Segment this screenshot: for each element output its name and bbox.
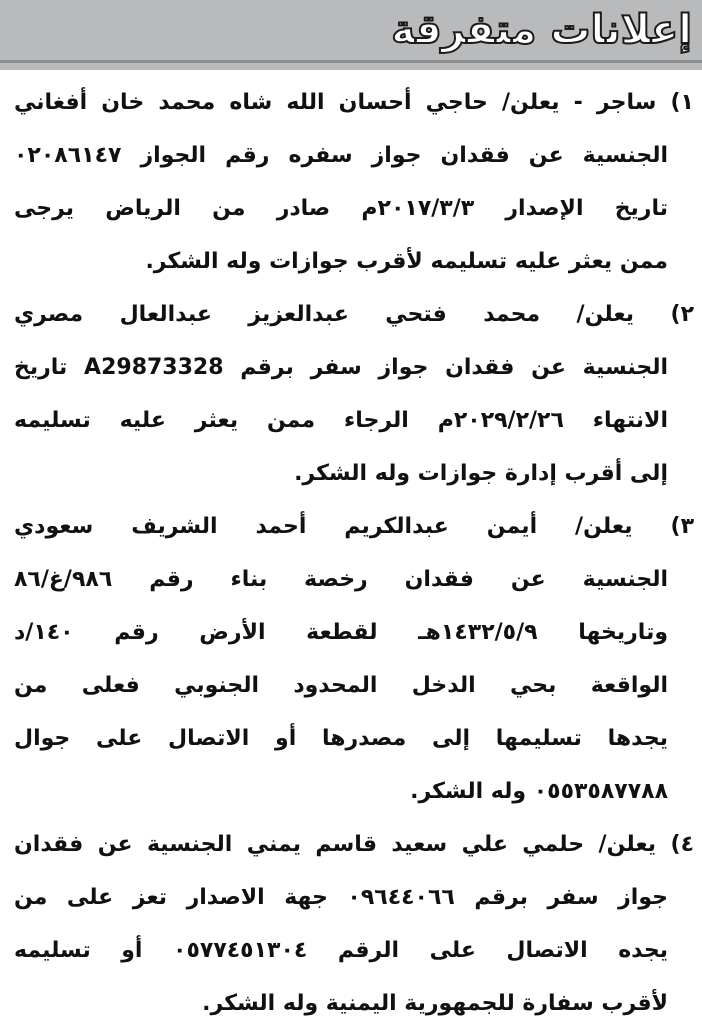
notice-line: وتاريخها ١٤٣٢/٥/٩هـ لقطعة الأرض رقم ١٤٠/د (14, 620, 669, 645)
notice-line: الواقعة بحي الدخل المحدود الجنوبي فعلى من (14, 673, 668, 698)
notice-line: الجنسية عن فقدان جواز سفره رقم الجواز ٠٢٠٨٦١٤٧ (14, 143, 668, 168)
notice-line: ٠٥٥٣٥٨٧٧٨٨ وله الشكر. (410, 779, 668, 804)
notice-3 (14, 500, 694, 818)
notice-1 (14, 76, 694, 288)
notice-line: ٣) يعلن/ أيمن عبدالكريم أحمد الشريف سعودي (14, 514, 694, 539)
notice-2 (14, 288, 694, 500)
section-header (0, 0, 702, 70)
notice-number: ١) (670, 90, 694, 115)
header-divider (0, 60, 702, 63)
section-title: إعلانات متفرقة (391, 7, 692, 53)
notice-number: ٢) (670, 302, 694, 327)
notices-list (14, 76, 694, 1030)
notice-line: ممن يعثر عليه تسليمه لأقرب جوازات وله الشكر. (145, 249, 668, 274)
notice-line: الجنسية عن فقدان جواز سفر برقم A29873328 تاريخ (14, 355, 668, 380)
notice-line: إلى أقرب إدارة جوازات وله الشكر. (294, 461, 668, 486)
notice-line: يجدها تسليمها إلى مصدرها أو الاتصال على جوال (14, 726, 668, 751)
notice-line: الانتهاء ٢٠٢٩/٢/٢٦م الرجاء ممن يعثر عليه تسليمه (14, 408, 668, 433)
notice-line: يجده الاتصال على الرقم ٠٥٧٧٤٥١٣٠٤ أو تسليمه (14, 938, 669, 963)
notice-line: تاريخ الإصدار ٢٠١٧/٣/٣م صادر من الرياض يرجى (14, 196, 668, 221)
notice-4 (14, 818, 694, 1030)
notice-number: ٤) (670, 832, 694, 857)
notice-line: ١) ساجر - يعلن/ حاجي أحسان الله شاه محمد خان أفغاني (14, 90, 694, 115)
notice-line: ٤) يعلن/ حلمي علي سعيد قاسم يمني الجنسية عن فقدان (14, 832, 694, 857)
notice-line: لأقرب سفارة للجمهورية اليمنية وله الشكر. (202, 991, 668, 1016)
notice-line: الجنسية عن فقدان رخصة بناء رقم ٩٨٦/غ/٨٦ (14, 567, 668, 592)
notice-line: ٢) يعلن/ محمد فتحي عبدالعزيز عبدالعال مصري (14, 302, 694, 327)
notice-number: ٣) (670, 514, 694, 539)
notice-line: جواز سفر برقم ٠٩٦٤٤٠٦٦ جهة الاصدار تعز على من (14, 885, 668, 910)
